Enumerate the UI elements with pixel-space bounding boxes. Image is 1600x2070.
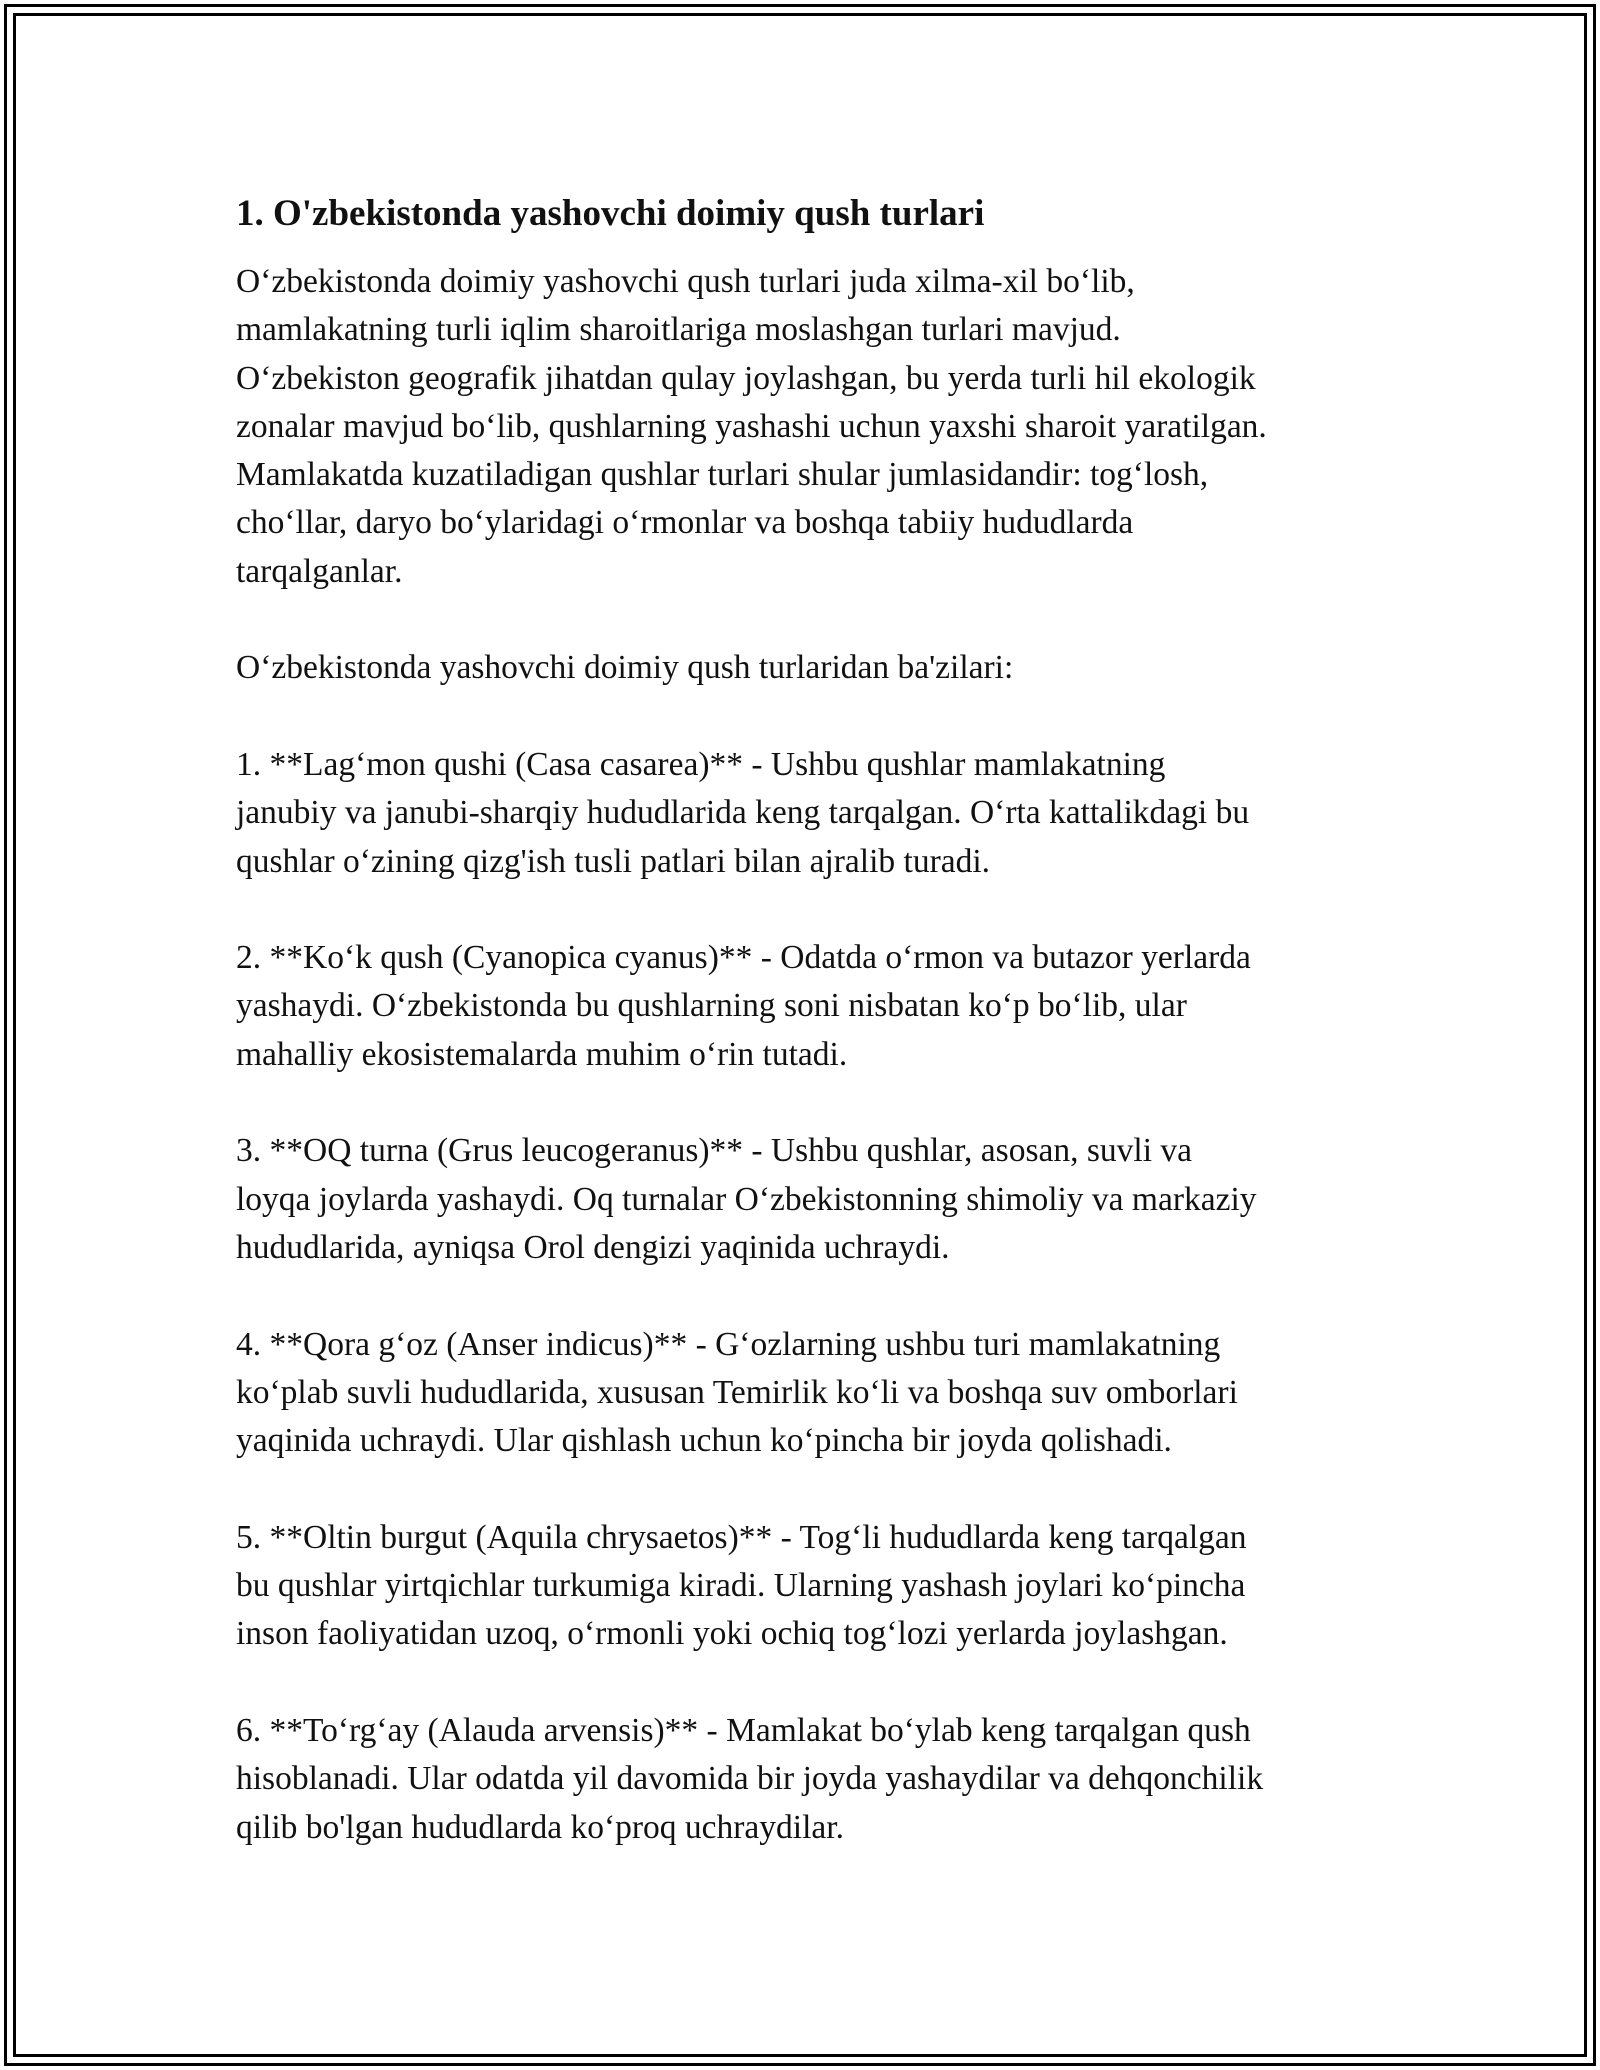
document-body: [236, 180, 1376, 1900]
document-heading: 1. O'zbekistonda yashovchi doimiy qush turlari: [236, 193, 985, 234]
text-line: 4. **Qora g‘oz (Anser indicus)** - G‘ozlarning ushbu turi mamlakatning: [236, 1325, 1221, 1363]
text-line: O‘zbekistonda doimiy yashovchi qush turlari juda xilma-xil bo‘lib,: [236, 263, 1135, 300]
text-line: inson faoliyatidan uzoq, o‘rmonli yoki ochiq tog‘lozi yerlarda joylashgan.: [236, 1615, 1228, 1653]
text-line: bu qushlar yirtqichlar turkumiga kiradi. Ularning yashash joylari ko‘pincha: [236, 1567, 1246, 1605]
text-line: 3. **OQ turna (Grus leucogeranus)** - Ushbu qushlar, asosan, suvli va: [236, 1132, 1193, 1170]
text-line: ko‘plab suvli hududlarida, xususan Temirlik ko‘li va boshqa suv omborlari: [236, 1373, 1238, 1411]
text-line: O‘zbekistonda yashovchi doimiy qush turlaridan ba'zilari:: [236, 649, 1014, 687]
text-line: 5. **Oltin burgut (Aquila chrysaetos)** - Tog‘li hududlarda keng tarqalgan: [236, 1518, 1247, 1556]
list-item: [236, 1514, 1376, 1659]
list-item: [236, 741, 1376, 886]
text-line: O‘zbekiston geografik jihatdan qulay joylashgan, bu yerda turli hil ekologik: [236, 359, 1256, 397]
text-line: hududlarida, ayniqsa Orol dengizi yaqinida uchraydi.: [236, 1228, 950, 1266]
text-line: hisoblanadi. Ular odatda yil davomida bir joyda yashaydilar va dehqonchilik: [236, 1760, 1264, 1798]
text-line: mamlakatning turli iqlim sharoitlariga moslashgan turlari mavjud.: [236, 311, 1121, 349]
list-item: [236, 934, 1376, 1079]
text-line: Mamlakatda kuzatiladigan qushlar turlari shular jumlasidandir: tog‘losh,: [236, 456, 1209, 494]
text-line: qilib bo'lgan hududlarda ko‘proq uchraydilar.: [236, 1808, 844, 1846]
text-line: yashaydi. O‘zbekistonda bu qushlarning soni nisbatan ko‘p bo‘lib, ular: [236, 987, 1187, 1025]
list-intro-paragraph: [236, 644, 1376, 692]
text-line: tarqalganlar.: [236, 552, 403, 590]
text-line: mahalliy ekosistemalarda muhim o‘rin tutadi.: [236, 1035, 848, 1073]
text-line: zonalar mavjud bo‘lib, qushlarning yashashi uchun yaxshi sharoit yaratilgan.: [236, 407, 1267, 445]
text-line: 2. **Ko‘k qush (Cyanopica cyanus)** - Odatda o‘rmon va butazor yerlarda: [236, 939, 1251, 977]
text-line: janubiy va janubi-sharqiy hududlarida keng tarqalgan. O‘rta kattalikdagi bu: [236, 794, 1250, 832]
text-line: 6. **To‘rg‘ay (Alauda arvensis)** - Mamlakat bo‘ylab keng tarqalgan qush: [236, 1711, 1251, 1749]
text-line: 1. **Lag‘mon qushi (Casa casarea)** - Ushbu qushlar mamlakatning: [236, 745, 1166, 783]
document-paragraphs: [236, 258, 1376, 1852]
list-item: [236, 1707, 1376, 1852]
text-line: cho‘llar, daryo bo‘ylaridagi o‘rmonlar va boshqa tabiiy hududlarda: [236, 504, 1134, 542]
intro-paragraph: [236, 258, 1376, 596]
text-line: yaqinida uchraydi. Ular qishlash uchun ko‘pincha bir joyda qolishadi.: [236, 1422, 1172, 1460]
list-item: [236, 1127, 1376, 1272]
text-line: loyqa joylarda yashaydi. Oq turnalar O‘zbekistonning shimoliy va markaziy: [236, 1180, 1257, 1218]
text-line: qushlar o‘zining qizg'ish tusli patlari bilan ajralib turadi.: [236, 842, 991, 880]
list-item: [236, 1321, 1376, 1466]
